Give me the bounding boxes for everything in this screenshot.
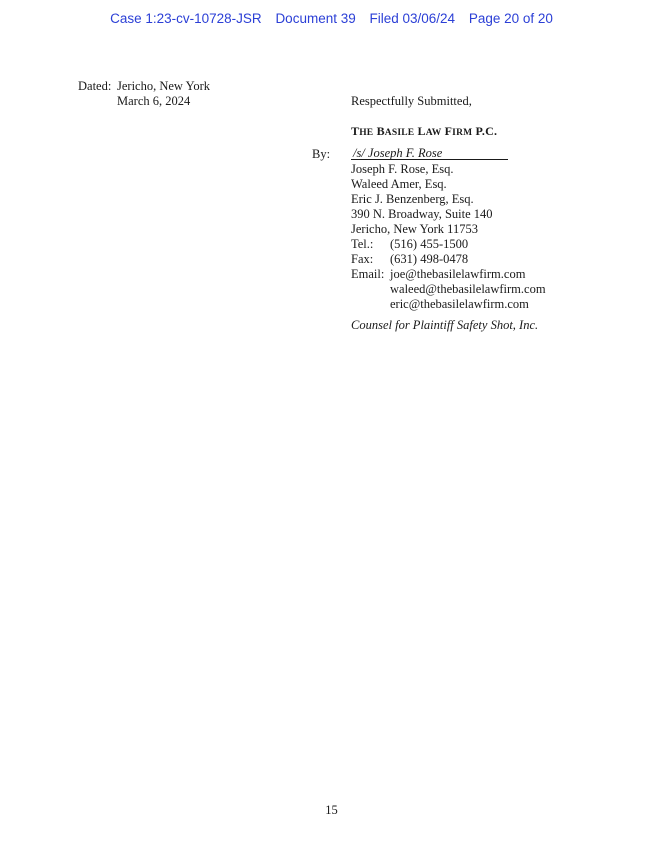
- dated-place: Jericho, New York: [117, 79, 211, 93]
- attorney-name: Joseph F. Rose, Esq.: [351, 162, 454, 176]
- address-city: Jericho, New York 11753: [351, 222, 478, 236]
- email-address: eric@thebasilelawfirm.com: [390, 297, 529, 311]
- email-line: [351, 267, 546, 282]
- telephone-line: [351, 237, 546, 252]
- by-label: By:: [312, 147, 331, 161]
- address-street: 390 N. Broadway, Suite 140: [351, 207, 493, 221]
- email-address: joe@thebasilelawfirm.com: [390, 267, 526, 281]
- filed-date: Filed 03/06/24: [369, 11, 456, 26]
- fax-line: [351, 252, 546, 267]
- page-number: 15: [325, 803, 338, 817]
- page-of: Page 20 of 20: [468, 11, 553, 26]
- firm-name: THE BASILE LAW FIRM P.C.: [351, 124, 498, 138]
- electronic-signature: /s/ Joseph F. Rose: [353, 146, 443, 160]
- tel-label: Tel.:: [351, 237, 374, 251]
- attorney-name: Waleed Amer, Esq.: [351, 177, 447, 191]
- fax-value: (631) 498-0478: [390, 252, 469, 266]
- fax-label: Fax:: [351, 252, 374, 266]
- email-address: waleed@thebasilelawfirm.com: [390, 282, 546, 296]
- closing-text: Respectfully Submitted,: [351, 94, 472, 108]
- case-number: Case 1:23-cv-10728-JSR: [110, 11, 262, 26]
- tel-value: (516) 455-1500: [390, 237, 469, 251]
- ecf-header: [0, 11, 663, 26]
- email-label: Email:: [351, 267, 385, 281]
- document-number: Document 39: [275, 11, 356, 26]
- attorney-name: Eric J. Benzenberg, Esq.: [351, 192, 474, 206]
- signature-block: [351, 162, 546, 312]
- counsel-for: Counsel for Plaintiff Safety Shot, Inc.: [351, 318, 539, 332]
- dated-date: March 6, 2024: [117, 94, 191, 108]
- dated-label: Dated:: [78, 79, 112, 93]
